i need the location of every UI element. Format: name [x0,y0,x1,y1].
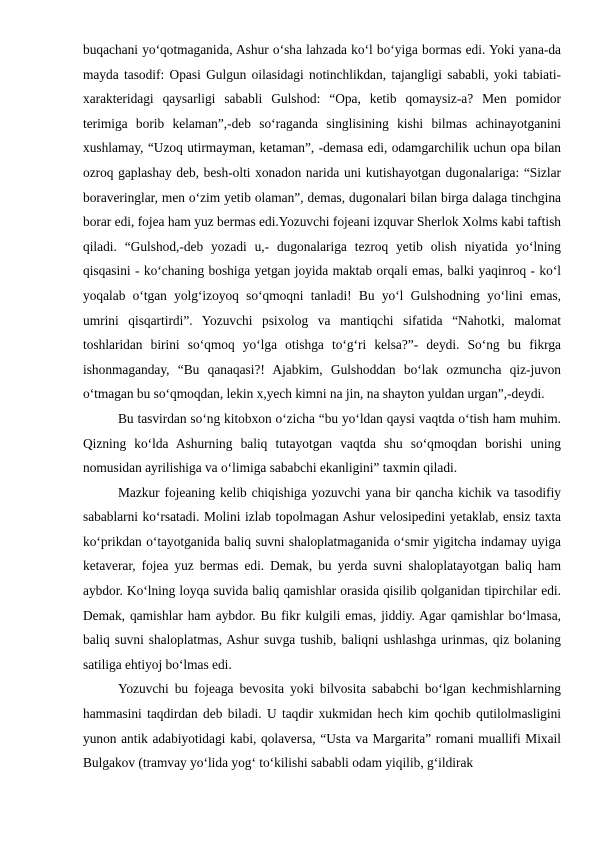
paragraph-4: Yozuvchi bu fojeaga bevosita yoki bilvosita sababchi bo‘lgan kechmishlarning hammasini taqdirdan deb biladi. U taqdir xukmidan hech kim qochib qutilolmasligini yunon antik adabiyotidagi kabi, qolaversa, “Usta va Margarita” romani muallifi Mixail Bulgakov (tramvay yo‘lida yog‘ to‘kilishi sababli odam yiqilib, g‘ildirak [83,681,561,771]
document-page [83,38,561,776]
paragraph-2: Bu tasvirdan so‘ng kitobxon o‘zicha “bu yo‘ldan qaysi vaqtda o‘tish ham muhim. Qizning ko‘lda Ashurning baliq tutayotgan vaqtda shu so‘qmoqdan borishi uning nomusidan ayrilishiga va o‘limiga sababchi ekanligini” taxmin qiladi. [83,410,561,476]
paragraph-1: buqachani yo‘qotmaganida, Ashur o‘sha lahzada ko‘l bo‘yiga bormas edi. Yoki yana-da mayda tasodif: Opasi Gulgun oilasidagi notinchlikdan, tajangligi sababli, yoki tabiati-xarakteridagi qaysarligi sababli Gulshod: “Opa, ketib qomaysiz-a? Men pomidor terimiga borib kelaman”,-deb so‘raganda singlisining kishi bilmas achinayotganini xushlamay, “Uzoq utirmayman, ketaman”, -demasa edi, odamgarchilik uchun opa bilan ozroq gaplashay deb, besh-olti xonadon narida uni kutishayotgan dugonalariga: “Sizlar boraveringlar, men o‘zim yetib olaman”, demas, dugonalari bilan birga dalaga tinchgina borar edi, fojea ham yuz bermas edi.Yozuvchi fojeani izquvar Sherlok Xolms kabi taftish qiladi. “Gulshod,-deb yozadi u,- dugonalariga tezroq yetib olish niyatida yo‘lning qisqasini - ko‘chaning boshiga yetgan joyida maktab orqali emas, balki yaqinroq - ko‘l yoqalab o‘tgan yolg‘izoyoq so‘qmoqni tanladi! Bu yo‘l Gulshodning yo‘lini emas, umrini qisqartirdi”. Yozuvchi psixolog va mantiqchi sifatida “Nahotki, malomat toshlaridan birini so‘qmoq yo‘lga otishga to‘g‘ri kelsa?”- deydi. So‘ng bu fikrga ishonmaganday, “Bu qanaqasi?! Ajabkim, Gulshoddan bo‘lak ozmuncha qiz-juvon o‘tmagan bu so‘qmoqdan, lekin x,yech kimni na jin, na shayton yuldan urgan”,-deydi. [83,42,561,402]
paragraph-3: Mazkur fojeaning kelib chiqishiga yozuvchi yana bir qancha kichik va tasodifiy sabablarni ko‘rsatadi. Molini izlab topolmagan Ashur velosipedini yetaklab, ensiz taxta ko‘prikdan o‘tayotganida baliq suvni shaloplatmaganida o‘smir yigitcha indamay uyiga ketaverar, fojea yuz bermas edi. Demak, bu yerda suvni shaloplatayotgan baliq ham aybdor. Ko‘lning loyqa suvida baliq qamishlar orasida qisilib qolganidan tipirchilar edi. Demak, qamishlar ham aybdor. Bu fikr kulgili emas, jiddiy. Agar qamishlar bo‘lmasa, baliq suvni shaloplatmas, Ashur suvga tushib, baliqni ushlashga urinmas, qiz bolaning satiliga ehtiyoj bo‘lmas edi. [83,484,561,672]
